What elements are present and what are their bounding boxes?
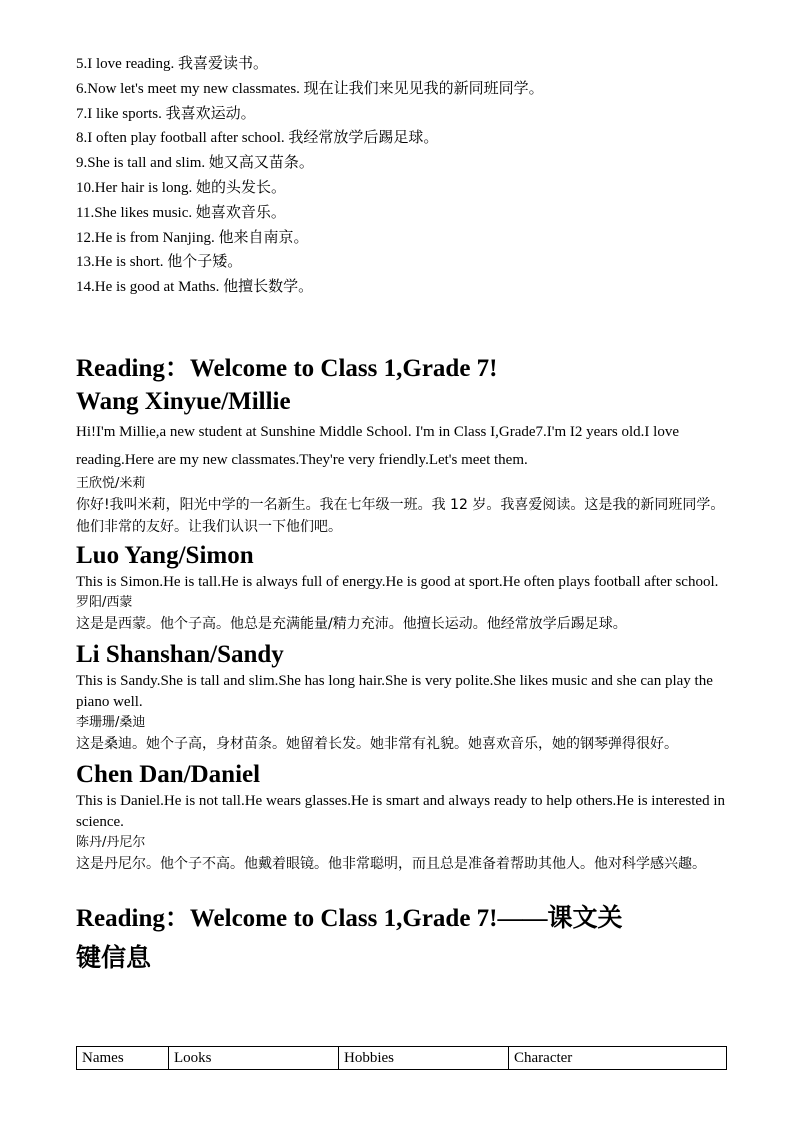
header-hobbies: Hobbies <box>339 1047 509 1070</box>
key-info-title-line1: Reading：Welcome to Class 1,Grade 7!——课文关 <box>76 904 623 932</box>
sandy-chinese: 这是桑迪。她个子高，身材苗条。她留着长发。她非常有礼貌。她喜欢音乐，她的钢琴弹得很好。 <box>76 735 678 752</box>
simon-heading: Luo Yang/Simon <box>76 541 254 569</box>
sentence-11: 11.She likes music. 她喜欢音乐。 <box>76 204 286 221</box>
millie-chinese-name: 王欣悦/米莉 <box>76 475 146 491</box>
header-looks: Looks <box>169 1047 339 1070</box>
header-names: Names <box>77 1047 169 1070</box>
simon-english: This is Simon.He is tall.He is always full of energy.He is good at sport.He often plays football after school. <box>76 573 719 590</box>
document-page <box>76 52 726 979</box>
sentence-5: 5.I love reading. 我喜爱读书。 <box>76 56 269 72</box>
millie-heading: Wang Xinyue/Millie <box>76 387 291 415</box>
millie-english: Hi!I'm Millie,a new student at Sunshine Middle School. I'm in Class I,Grade7.I'm I2 years old.I love reading.Here are my new classmates.They're very friendly.Let's meet them. <box>76 423 680 468</box>
sentence-7: 7.I like sports. 我喜欢运动。 <box>76 105 256 122</box>
sentence-14: 14.He is good at Maths. 他擅长数学。 <box>76 279 314 296</box>
millie-chinese: 你好!我叫米莉，阳光中学的一名新生。我在七年级一班。我 12 岁。我喜爱阅读。这是我的新同班同学。他们非常的友好。让我们认识一下他们吧。 <box>76 496 725 535</box>
sandy-english: This is Sandy.She is tall and slim.She has long hair.She is very polite.She likes music and she can play the piano well. <box>76 672 713 710</box>
sentence-10: 10.Her hair is long. 她的头发长。 <box>76 179 286 196</box>
simon-chinese-name: 罗阳/西蒙 <box>76 594 133 610</box>
sentence-9: 9.She is tall and slim. 她又高又苗条。 <box>76 155 314 172</box>
daniel-english: This is Daniel.He is not tall.He wears glasses.He is smart and always ready to help others.He is interested in science. <box>76 792 726 830</box>
sentence-6: 6.Now let's meet my new classmates. 现在让我们来见见我的新同班同学。 <box>76 80 544 97</box>
key-info-table <box>76 1046 727 1070</box>
sentence-12: 12.He is from Nanjing. 他来自南京。 <box>76 229 309 246</box>
table-header-row <box>77 1047 727 1070</box>
sandy-heading: Li Shanshan/Sandy <box>76 640 284 668</box>
sentence-8: 8.I often play football after school. 我经常放学后踢足球。 <box>76 130 439 147</box>
sentence-list <box>76 52 726 300</box>
daniel-heading: Chen Dan/Daniel <box>76 760 261 788</box>
sandy-chinese-name: 李珊珊/桑迪 <box>76 714 146 730</box>
sentence-13: 13.He is short. 他个子矮。 <box>76 254 243 271</box>
reading-title: Reading：Welcome to Class 1,Grade 7! <box>76 354 498 382</box>
header-character: Character <box>509 1047 727 1070</box>
key-info-title-line2: 键信息 <box>76 944 152 972</box>
simon-chinese: 这是是西蒙。他个子高。他总是充满能量/精力充沛。他擅长运动。他经常放学后踢足球。 <box>76 615 627 632</box>
daniel-chinese: 这是丹尼尔。他个子不高。他戴着眼镜。他非常聪明，而且总是准备着帮助其他人。他对科学感兴趣。 <box>76 855 706 872</box>
daniel-chinese-name: 陈丹/丹尼尔 <box>76 834 146 850</box>
